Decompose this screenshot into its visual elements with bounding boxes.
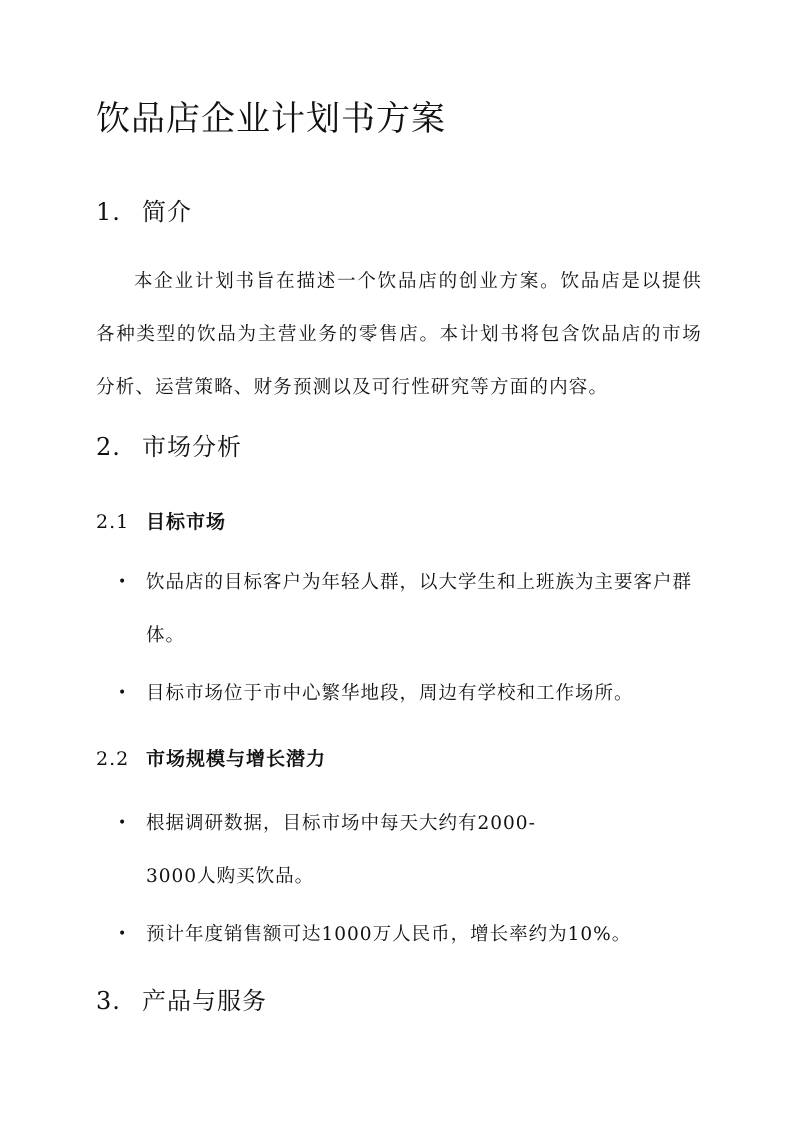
- section-number: 1.: [96, 198, 121, 226]
- bullet-icon: •: [118, 926, 128, 942]
- subsection-heading-target-market: [96, 509, 226, 535]
- list-item: [118, 908, 694, 961]
- list-item-text: 目标市场位于市中心繁华地段，周边有学校和工作场所。: [146, 683, 634, 704]
- subsection-number: 2.2: [96, 748, 130, 770]
- list-item: [118, 667, 694, 720]
- subsection-title: 目标市场: [146, 511, 227, 533]
- bullet-icon: •: [118, 815, 128, 831]
- subsection-heading-market-size: [96, 746, 326, 772]
- list-item-text: 预计年度销售额可达1000万人民币，增长率约为10%。: [146, 924, 632, 945]
- list-item-text: 根据调研数据，目标市场中每天大约有2000-3000人购买饮品。: [146, 813, 536, 887]
- section-heading-market-analysis: [96, 431, 242, 463]
- section-heading-products-services: [96, 985, 267, 1017]
- section-heading-intro: [96, 196, 192, 228]
- intro-paragraph: 本企业计划书旨在描述一个饮品店的创业方案。饮品店是以提供各种类型的饮品为主营业务的零售店。本计划书将包含饮品店的市场分析、运营策略、财务预测以及可行性研究等方面的内容。: [96, 271, 702, 398]
- list-item-text: 饮品店的目标客户为年轻人群，以大学生和上班族为主要客户群体。: [146, 572, 693, 646]
- section-title: 产品与服务: [142, 987, 267, 1015]
- section-title: 市场分析: [142, 433, 242, 461]
- section-number: 2.: [96, 433, 121, 461]
- section-title: 简介: [142, 198, 192, 226]
- subsection-number: 2.1: [96, 511, 130, 533]
- subsection-title: 市场规模与增长潜力: [146, 748, 327, 770]
- list-item: [118, 556, 694, 662]
- section-number: 3.: [96, 987, 121, 1015]
- list-item: [118, 797, 566, 903]
- document-title: 饮品店企业计划书方案: [96, 99, 446, 139]
- bullet-icon: •: [118, 574, 128, 590]
- bullet-icon: •: [118, 685, 128, 701]
